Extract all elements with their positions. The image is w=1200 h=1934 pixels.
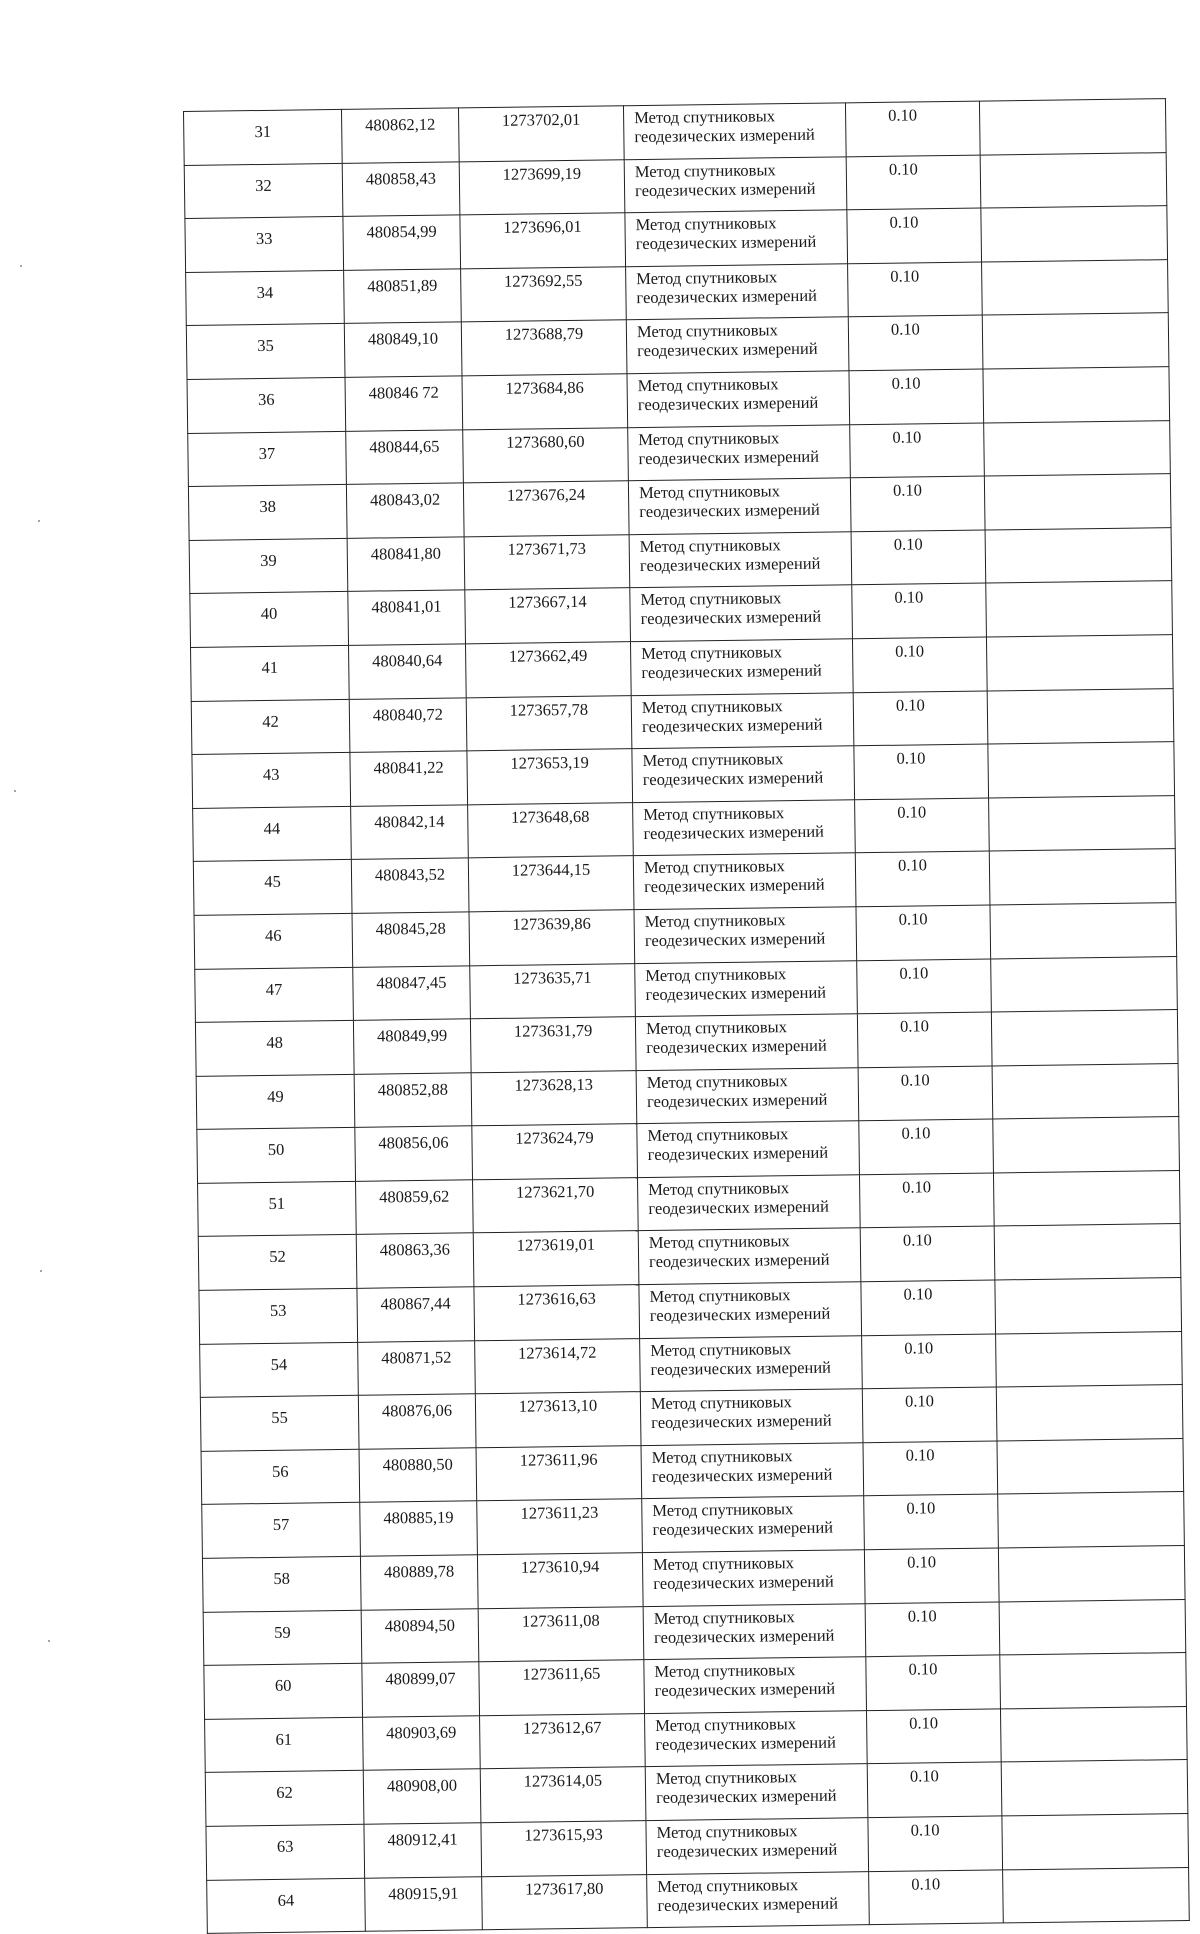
- accuracy-cell: 0.10: [848, 262, 983, 317]
- x-coordinate-cell: 480880,50: [359, 1448, 477, 1503]
- method-cell: [647, 1871, 870, 1927]
- point-number-cell: 54: [200, 1342, 359, 1398]
- x-coordinate-cell: 480841,22: [350, 751, 468, 806]
- empty-cell: [993, 1170, 1180, 1226]
- method-cell: [624, 156, 847, 212]
- accuracy-cell: 0.10: [869, 1870, 1004, 1925]
- method-line-1: Метод спутниковых: [652, 1499, 794, 1521]
- method-line-1: Метод спутниковых: [655, 1713, 797, 1735]
- point-number-cell: 33: [185, 217, 344, 273]
- accuracy-cell: 0.10: [849, 369, 984, 424]
- point-number-cell: 47: [195, 967, 354, 1023]
- y-coordinate-cell: 1273628,13: [471, 1070, 637, 1126]
- y-coordinate-cell: 1273648,68: [468, 802, 634, 858]
- method-line-1: Метод спутниковых: [652, 1553, 795, 1575]
- x-coordinate-cell: 480912,41: [364, 1823, 482, 1878]
- point-number-cell: 53: [199, 1288, 358, 1344]
- point-number-cell: 49: [196, 1074, 355, 1130]
- x-coordinate-cell: 480843,02: [346, 483, 464, 538]
- empty-cell: [997, 1438, 1184, 1494]
- x-coordinate-cell: 480863,36: [356, 1233, 474, 1288]
- point-number-cell: 45: [193, 860, 352, 916]
- method-cell: [635, 960, 858, 1016]
- method-line-2: геодезических измерений: [641, 714, 823, 736]
- x-coordinate-cell: 480854,99: [343, 215, 461, 270]
- method-cell: [628, 424, 851, 480]
- method-line-2: геодезических измерений: [639, 499, 820, 522]
- method-line-1: Метод спутниковых: [657, 1874, 799, 1896]
- y-coordinate-cell: 1273614,05: [480, 1767, 646, 1823]
- method-cell: [625, 210, 848, 266]
- method-line-1: Метод спутниковых: [645, 1017, 788, 1039]
- scan-speck: [40, 1270, 42, 1272]
- empty-cell: [1000, 1706, 1187, 1762]
- x-coordinate-cell: 480849,10: [344, 322, 462, 377]
- y-coordinate-cell: 1273631,79: [470, 1017, 636, 1073]
- method-line-1: Метод спутниковых: [643, 802, 785, 824]
- empty-cell: [986, 581, 1173, 637]
- accuracy-cell: 0.10: [850, 476, 985, 531]
- x-coordinate-cell: 480899,07: [362, 1662, 480, 1717]
- method-cell: [642, 1496, 865, 1552]
- x-coordinate-cell: 480852,88: [354, 1072, 472, 1127]
- accuracy-cell: 0.10: [855, 798, 990, 853]
- y-coordinate-cell: 1273613,10: [475, 1392, 641, 1448]
- empty-cell: [996, 1331, 1183, 1387]
- method-line-1: Метод спутниковых: [648, 1178, 790, 1199]
- x-coordinate-cell: 480840,72: [349, 697, 467, 752]
- method-line-2: геодезических измерений: [635, 231, 817, 254]
- method-line-2: геодезических измерений: [637, 392, 819, 415]
- x-coordinate-cell: 480903,69: [363, 1716, 481, 1771]
- y-coordinate-cell: 1273610,94: [477, 1553, 643, 1609]
- method-cell: [623, 103, 846, 159]
- empty-cell: [999, 1599, 1186, 1655]
- method-line-2: геодезических измерений: [646, 1035, 827, 1058]
- method-line-1: Метод спутниковых: [643, 856, 785, 878]
- method-line-2: геодезических измерений: [645, 982, 827, 1004]
- method-line-1: Метод спутниковых: [648, 1231, 790, 1253]
- y-coordinate-cell: 1273692,55: [461, 267, 627, 323]
- point-number-cell: 36: [187, 377, 346, 433]
- accuracy-cell: 0.10: [845, 101, 980, 156]
- empty-cell: [988, 742, 1175, 798]
- method-cell: [641, 1443, 864, 1499]
- empty-cell: [986, 635, 1173, 691]
- method-cell: [637, 1175, 860, 1231]
- x-coordinate-cell: 480915,91: [365, 1876, 483, 1931]
- empty-cell: [996, 1385, 1183, 1441]
- empty-cell: [983, 367, 1170, 423]
- method-cell: [633, 853, 856, 909]
- method-line-2: геодезических измерений: [634, 178, 816, 200]
- x-coordinate-cell: 480858,43: [342, 161, 460, 216]
- scan-speck: [38, 520, 40, 522]
- x-coordinate-cell: 480867,44: [357, 1287, 475, 1342]
- point-number-cell: 34: [186, 270, 345, 326]
- point-number-cell: 39: [189, 538, 348, 594]
- accuracy-cell: 0.10: [861, 1280, 996, 1335]
- point-number-cell: 61: [205, 1717, 364, 1773]
- y-coordinate-cell: 1273621,70: [473, 1178, 639, 1234]
- empty-cell: [984, 420, 1171, 476]
- point-number-cell: 63: [206, 1824, 365, 1880]
- accuracy-cell: 0.10: [857, 1012, 992, 1067]
- method-line-2: геодезических измерений: [638, 446, 820, 468]
- method-line-1: Метод спутниковых: [641, 642, 783, 663]
- x-coordinate-cell: 480841,80: [347, 537, 465, 592]
- empty-cell: [990, 902, 1177, 958]
- point-number-cell: 55: [200, 1396, 359, 1452]
- empty-cell: [994, 1224, 1181, 1280]
- method-line-1: Метод спутниковых: [651, 1445, 793, 1467]
- y-coordinate-cell: 1273667,14: [465, 588, 631, 644]
- method-cell: [627, 371, 850, 427]
- y-coordinate-cell: 1273662,49: [465, 642, 631, 698]
- y-coordinate-cell: 1273635,71: [470, 963, 636, 1019]
- accuracy-cell: 0.10: [852, 583, 987, 638]
- scan-speck: [48, 1640, 50, 1642]
- accuracy-cell: 0.10: [862, 1334, 997, 1389]
- accuracy-cell: 0.10: [848, 315, 983, 370]
- x-coordinate-cell: 480889,78: [360, 1555, 478, 1610]
- point-number-cell: 51: [198, 1181, 357, 1237]
- x-coordinate-cell: 480862,12: [341, 108, 459, 163]
- method-line-1: Метод спутниковых: [638, 427, 780, 449]
- point-number-cell: 43: [192, 752, 351, 808]
- accuracy-cell: 0.10: [850, 423, 985, 478]
- point-number-cell: 64: [207, 1878, 366, 1934]
- method-line-2: геодезических измерений: [648, 1196, 829, 1218]
- method-cell: [629, 532, 852, 588]
- x-coordinate-cell: 480856,06: [355, 1126, 473, 1181]
- empty-cell: [1002, 1813, 1189, 1869]
- method-line-1: Метод спутниковых: [637, 374, 779, 396]
- method-line-2: геодезических измерений: [637, 339, 818, 361]
- empty-cell: [1001, 1760, 1188, 1816]
- method-line-1: Метод спутниковых: [654, 1660, 796, 1682]
- x-coordinate-cell: 480894,50: [361, 1608, 479, 1663]
- table-body: [184, 99, 1190, 1934]
- x-coordinate-cell: 480844,65: [346, 429, 464, 484]
- y-coordinate-cell: 1273702,01: [458, 106, 624, 162]
- empty-cell: [991, 1010, 1178, 1066]
- table-row: [207, 1867, 1190, 1933]
- empty-cell: [998, 1492, 1185, 1548]
- method-cell: [643, 1603, 866, 1659]
- accuracy-cell: 0.10: [856, 905, 991, 960]
- method-line-1: Метод спутниковых: [634, 106, 776, 128]
- method-line-1: Метод спутниковых: [656, 1821, 798, 1842]
- method-line-2: геодезических измерений: [643, 821, 825, 843]
- method-cell: [630, 639, 853, 695]
- point-number-cell: 56: [201, 1449, 360, 1505]
- accuracy-cell: 0.10: [863, 1441, 998, 1496]
- point-number-cell: 57: [202, 1503, 361, 1559]
- y-coordinate-cell: 1273671,73: [464, 534, 630, 590]
- method-line-1: Метод спутниковых: [635, 213, 777, 235]
- method-line-1: Метод спутниковых: [650, 1338, 792, 1360]
- x-coordinate-cell: 480849,99: [353, 1019, 471, 1074]
- coordinates-table: [183, 98, 1190, 1934]
- point-number-cell: 40: [190, 592, 349, 648]
- accuracy-cell: 0.10: [853, 691, 988, 746]
- accuracy-cell: 0.10: [865, 1602, 1000, 1657]
- point-number-cell: 62: [205, 1771, 364, 1827]
- y-coordinate-cell: 1273653,19: [467, 749, 633, 805]
- method-line-1: Метод спутниковых: [636, 320, 778, 342]
- method-cell: [633, 799, 856, 855]
- method-line-1: Метод спутниковых: [639, 534, 781, 556]
- method-line-2: геодезических измерений: [641, 660, 822, 682]
- method-cell: [636, 1067, 859, 1123]
- x-coordinate-cell: 480885,19: [360, 1501, 478, 1556]
- method-cell: [642, 1550, 865, 1606]
- y-coordinate-cell: 1273611,96: [476, 1445, 642, 1501]
- method-line-1: Метод спутниковых: [634, 159, 776, 181]
- y-coordinate-cell: 1273611,08: [478, 1606, 644, 1662]
- empty-cell: [985, 527, 1172, 583]
- accuracy-cell: 0.10: [864, 1494, 999, 1549]
- y-coordinate-cell: 1273644,15: [468, 856, 634, 912]
- empty-cell: [998, 1546, 1185, 1602]
- x-coordinate-cell: 480859,62: [356, 1180, 474, 1235]
- x-coordinate-cell: 480908,00: [363, 1769, 481, 1824]
- point-number-cell: 41: [191, 645, 350, 701]
- accuracy-cell: 0.10: [866, 1709, 1001, 1764]
- point-number-cell: 31: [184, 109, 343, 165]
- empty-cell: [989, 849, 1176, 905]
- point-number-cell: 46: [194, 913, 353, 969]
- method-line-1: Метод спутниковых: [645, 963, 787, 985]
- method-cell: [638, 1228, 861, 1284]
- y-coordinate-cell: 1273624,79: [472, 1124, 638, 1180]
- method-line-2: геодезических измерений: [644, 874, 825, 897]
- empty-cell: [989, 795, 1176, 851]
- method-line-2: геодезических измерений: [654, 1678, 836, 1701]
- point-number-cell: 59: [203, 1610, 362, 1666]
- x-coordinate-cell: 480846 72: [345, 376, 463, 431]
- method-line-2: геодезических измерений: [636, 285, 818, 307]
- y-coordinate-cell: 1273611,23: [477, 1499, 643, 1555]
- empty-cell: [993, 1117, 1180, 1173]
- method-cell: [645, 1764, 868, 1820]
- empty-cell: [982, 259, 1169, 315]
- method-line-1: Метод спутниковых: [653, 1606, 795, 1628]
- point-number-cell: 50: [197, 1128, 356, 1184]
- method-cell: [644, 1657, 867, 1713]
- method-cell: [634, 907, 857, 963]
- method-line-1: Метод спутниковых: [655, 1767, 797, 1789]
- empty-cell: [991, 956, 1178, 1012]
- y-coordinate-cell: 1273684,86: [462, 374, 628, 430]
- method-line-1: Метод спутниковых: [646, 1070, 788, 1092]
- empty-cell: [987, 688, 1174, 744]
- method-cell: [628, 478, 851, 534]
- method-cell: [645, 1711, 868, 1767]
- y-coordinate-cell: 1273615,93: [481, 1821, 647, 1877]
- x-coordinate-cell: 480843,52: [351, 858, 469, 913]
- accuracy-cell: 0.10: [868, 1816, 1003, 1871]
- accuracy-cell: 0.10: [847, 208, 982, 263]
- x-coordinate-cell: 480851,89: [344, 269, 462, 324]
- method-line-1: Метод спутниковых: [650, 1392, 792, 1414]
- method-cell: [639, 1282, 862, 1338]
- empty-cell: [1003, 1867, 1190, 1923]
- method-line-2: геодезических измерений: [639, 553, 821, 575]
- method-cell: [637, 1121, 860, 1177]
- scan-speck: [14, 790, 16, 792]
- method-cell: [646, 1818, 869, 1874]
- method-cell: [640, 1335, 863, 1391]
- method-line-2: геодезических измерений: [648, 1250, 830, 1272]
- y-coordinate-cell: 1273657,78: [466, 695, 632, 751]
- empty-cell: [1000, 1653, 1187, 1709]
- y-coordinate-cell: 1273688,79: [461, 320, 627, 376]
- method-line-2: геодезических измерений: [647, 1142, 829, 1165]
- method-line-2: геодезических измерений: [652, 1518, 834, 1540]
- method-line-2: геодезических измерений: [653, 1571, 834, 1594]
- y-coordinate-cell: 1273616,63: [474, 1285, 640, 1341]
- method-line-1: Метод спутниковых: [638, 481, 781, 503]
- accuracy-cell: 0.10: [855, 851, 990, 906]
- method-line-2: геодезических измерений: [644, 928, 826, 950]
- accuracy-cell: 0.10: [851, 530, 986, 585]
- method-line-2: геодезических измерений: [655, 1785, 837, 1808]
- method-cell: [626, 317, 849, 373]
- x-coordinate-cell: 480871,52: [358, 1340, 476, 1395]
- empty-cell: [981, 206, 1168, 262]
- accuracy-cell: 0.10: [857, 959, 992, 1014]
- method-line-2: геодезических измерений: [642, 767, 824, 790]
- point-number-cell: 37: [188, 431, 347, 487]
- x-coordinate-cell: 480876,06: [358, 1394, 476, 1449]
- empty-cell: [982, 313, 1169, 369]
- y-coordinate-cell: 1273614,72: [475, 1338, 641, 1394]
- point-number-cell: 44: [193, 806, 352, 862]
- accuracy-cell: 0.10: [858, 1066, 993, 1121]
- empty-cell: [980, 152, 1167, 208]
- accuracy-cell: 0.10: [860, 1226, 995, 1281]
- method-line-1: Метод спутниковых: [636, 267, 778, 288]
- method-cell: [626, 264, 849, 320]
- accuracy-cell: 0.10: [859, 1173, 994, 1228]
- y-coordinate-cell: 1273611,65: [479, 1660, 645, 1716]
- method-line-2: геодезических измерений: [646, 1089, 828, 1111]
- point-number-cell: 58: [202, 1556, 361, 1612]
- y-coordinate-cell: 1273696,01: [460, 213, 626, 269]
- method-line-2: геодезических измерений: [651, 1464, 833, 1486]
- method-line-2: геодезических измерений: [656, 1839, 838, 1861]
- x-coordinate-cell: 480842,14: [351, 805, 469, 860]
- point-number-cell: 35: [186, 324, 345, 380]
- empty-cell: [984, 474, 1171, 530]
- y-coordinate-cell: 1273639,86: [469, 910, 635, 966]
- y-coordinate-cell: 1273699,19: [459, 159, 625, 215]
- accuracy-cell: 0.10: [854, 744, 989, 799]
- y-coordinate-cell: 1273680,60: [463, 427, 629, 483]
- point-number-cell: 48: [195, 1020, 354, 1076]
- method-cell: [640, 1389, 863, 1445]
- point-number-cell: 60: [204, 1664, 363, 1720]
- x-coordinate-cell: 480845,28: [352, 912, 470, 967]
- accuracy-cell: 0.10: [867, 1762, 1002, 1817]
- accuracy-cell: 0.10: [866, 1655, 1001, 1710]
- y-coordinate-cell: 1273612,67: [480, 1713, 646, 1769]
- method-line-2: геодезических измерений: [650, 1357, 832, 1379]
- method-cell: [635, 1014, 858, 1070]
- empty-cell: [995, 1278, 1182, 1334]
- accuracy-cell: 0.10: [852, 637, 987, 692]
- method-line-1: Метод спутниковых: [642, 749, 784, 771]
- accuracy-cell: 0.10: [862, 1387, 997, 1442]
- y-coordinate-cell: 1273617,80: [482, 1874, 648, 1930]
- empty-cell: [992, 1063, 1179, 1119]
- x-coordinate-cell: 480847,45: [353, 965, 471, 1020]
- method-line-2: геодезических измерений: [653, 1625, 835, 1647]
- method-cell: [631, 692, 854, 748]
- x-coordinate-cell: 480841,01: [348, 590, 466, 645]
- accuracy-cell: 0.10: [846, 155, 981, 210]
- method-line-2: геодезических измерений: [640, 607, 822, 629]
- accuracy-cell: 0.10: [859, 1119, 994, 1174]
- point-number-cell: 32: [184, 163, 343, 219]
- method-line-1: Метод спутниковых: [649, 1285, 791, 1307]
- scan-speck: [20, 265, 22, 267]
- method-line-1: Метод спутниковых: [644, 910, 786, 931]
- method-line-2: геодезических измерений: [651, 1410, 832, 1433]
- empty-cell: [979, 99, 1166, 155]
- x-coordinate-cell: 480840,64: [349, 644, 467, 699]
- method-line-1: Метод спутниковых: [640, 588, 782, 610]
- y-coordinate-cell: 1273619,01: [473, 1231, 639, 1287]
- method-line-1: Метод спутниковых: [641, 695, 783, 717]
- method-cell: [632, 746, 855, 802]
- point-number-cell: 52: [198, 1235, 357, 1291]
- method-cell: [630, 585, 853, 641]
- point-number-cell: 42: [191, 699, 350, 755]
- point-number-cell: 38: [188, 485, 347, 541]
- method-line-2: геодезических измерений: [649, 1303, 831, 1326]
- method-line-2: геодезических измерений: [657, 1893, 839, 1915]
- method-line-2: геодезических измерений: [655, 1732, 836, 1754]
- accuracy-cell: 0.10: [864, 1548, 999, 1603]
- method-line-1: Метод спутниковых: [647, 1124, 789, 1146]
- y-coordinate-cell: 1273676,24: [463, 481, 629, 537]
- method-line-2: геодезических измерений: [634, 124, 815, 147]
